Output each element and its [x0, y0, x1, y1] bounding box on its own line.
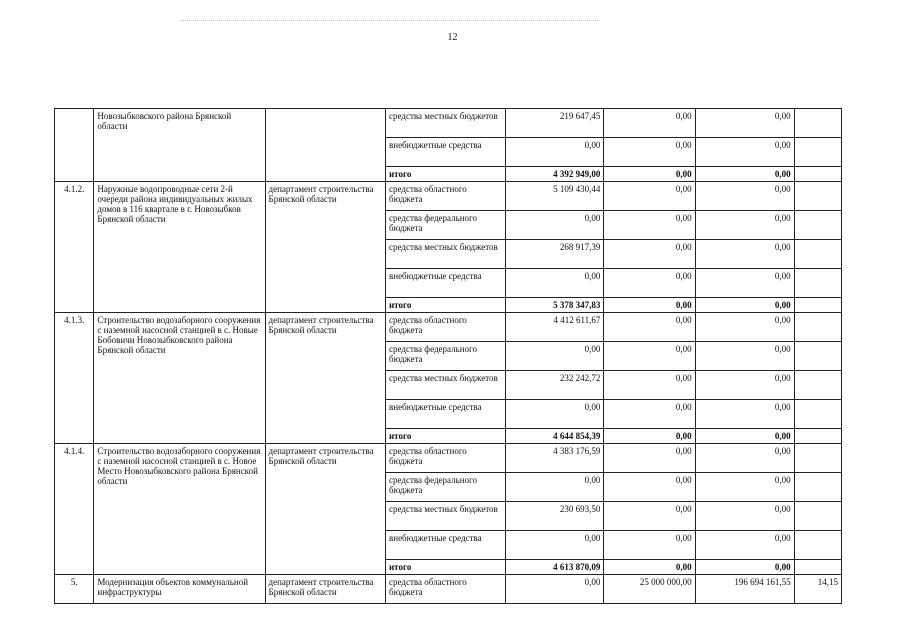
amount-extra [794, 182, 841, 211]
amount-year-1: 219 647,45 [506, 109, 604, 138]
amount-year-2: 0,00 [604, 298, 695, 313]
amount-year-3: 0,00 [695, 167, 794, 182]
funding-source: средства местных бюджетов [386, 502, 506, 531]
funding-source: средства федерального бюджета [386, 342, 506, 371]
amount-year-2: 0,00 [604, 400, 695, 429]
table-row [55, 182, 842, 211]
funding-source: средства областного бюджета [386, 444, 506, 473]
scan-artifact [180, 20, 600, 23]
amount-year-2: 0,00 [604, 444, 695, 473]
amount-extra [794, 298, 841, 313]
amount-year-3: 0,00 [695, 211, 794, 240]
amount-year-1: 5 378 347,83 [506, 298, 604, 313]
amount-year-3: 0,00 [695, 138, 794, 167]
amount-year-3: 0,00 [695, 429, 794, 444]
amount-extra [794, 560, 841, 575]
amount-year-2: 0,00 [604, 371, 695, 400]
amount-year-2: 0,00 [604, 342, 695, 371]
funding-source: итого [386, 167, 506, 182]
amount-extra [794, 473, 841, 502]
amount-year-2: 25 000 000,00 [604, 575, 695, 604]
funding-source: средства областного бюджета [386, 182, 506, 211]
amount-year-1: 0,00 [506, 400, 604, 429]
item-number: 4.1.4. [55, 444, 94, 575]
amount-year-1: 230 693,50 [506, 502, 604, 531]
amount-year-2: 0,00 [604, 560, 695, 575]
amount-extra [794, 444, 841, 473]
amount-year-1: 5 109 430,44 [506, 182, 604, 211]
amount-year-1: 4 613 870,09 [506, 560, 604, 575]
amount-year-1: 232 242,72 [506, 371, 604, 400]
amount-year-2: 0,00 [604, 138, 695, 167]
amount-year-1: 0,00 [506, 531, 604, 560]
amount-extra [794, 313, 841, 342]
amount-year-1: 4 412 611,67 [506, 313, 604, 342]
funding-source: внебюджетные средства [386, 400, 506, 429]
amount-extra [794, 167, 841, 182]
item-executor: департамент строительства Брянской области [265, 575, 385, 604]
amount-year-3: 0,00 [695, 502, 794, 531]
amount-extra [794, 429, 841, 444]
funding-source: средства федерального бюджета [386, 473, 506, 502]
amount-year-2: 0,00 [604, 109, 695, 138]
item-number: 4.1.2. [55, 182, 94, 313]
amount-year-3: 0,00 [695, 560, 794, 575]
amount-year-2: 0,00 [604, 211, 695, 240]
amount-year-1: 4 644 854,39 [506, 429, 604, 444]
amount-year-2: 0,00 [604, 182, 695, 211]
amount-year-1: 0,00 [506, 473, 604, 502]
item-executor [265, 109, 385, 182]
amount-extra: 14,15 [794, 575, 841, 604]
item-name: Строительство водозаборного сооружения с наземной насосной станцией в с. Новые Бобовичи Новозыбковского района Брянской области [94, 313, 265, 444]
amount-year-3: 0,00 [695, 473, 794, 502]
item-name: Модернизация объектов коммунальной инфраструктуры [94, 575, 265, 604]
amount-year-1: 0,00 [506, 575, 604, 604]
amount-year-1: 4 392 949,00 [506, 167, 604, 182]
amount-year-2: 0,00 [604, 240, 695, 269]
item-number [55, 109, 94, 182]
funding-source: итого [386, 429, 506, 444]
amount-year-1: 4 383 176,59 [506, 444, 604, 473]
funding-source: внебюджетные средства [386, 269, 506, 298]
amount-year-3: 0,00 [695, 531, 794, 560]
amount-year-3: 0,00 [695, 240, 794, 269]
budget-table [54, 108, 842, 604]
amount-extra [794, 342, 841, 371]
funding-source: итого [386, 298, 506, 313]
amount-year-2: 0,00 [604, 167, 695, 182]
amount-year-2: 0,00 [604, 269, 695, 298]
amount-extra [794, 400, 841, 429]
item-executor: департамент строительства Брянской области [265, 182, 385, 313]
amount-year-1: 268 917,39 [506, 240, 604, 269]
amount-extra [794, 240, 841, 269]
funding-source: внебюджетные средства [386, 531, 506, 560]
amount-year-3: 0,00 [695, 400, 794, 429]
item-name: Наружные водопроводные сети 2-й очереди района индивидуальных жилых домов в 116 квартале в г. Новозыбков Брянской области [94, 182, 265, 313]
amount-year-1: 0,00 [506, 269, 604, 298]
amount-year-2: 0,00 [604, 429, 695, 444]
amount-year-3: 0,00 [695, 298, 794, 313]
funding-source: средства местных бюджетов [386, 371, 506, 400]
funding-source: средства областного бюджета [386, 575, 506, 604]
table-row [55, 444, 842, 473]
amount-year-3: 0,00 [695, 371, 794, 400]
table-row [55, 313, 842, 342]
amount-extra [794, 531, 841, 560]
item-number: 5. [55, 575, 94, 604]
funding-source: средства местных бюджетов [386, 240, 506, 269]
funding-source: средства областного бюджета [386, 313, 506, 342]
amount-year-3: 0,00 [695, 109, 794, 138]
item-executor: департамент строительства Брянской области [265, 313, 385, 444]
amount-year-2: 0,00 [604, 313, 695, 342]
amount-year-1: 0,00 [506, 138, 604, 167]
amount-year-2: 0,00 [604, 502, 695, 531]
funding-source: средства местных бюджетов [386, 109, 506, 138]
funding-source: итого [386, 560, 506, 575]
amount-year-2: 0,00 [604, 473, 695, 502]
table-row [55, 575, 842, 604]
amount-year-1: 0,00 [506, 211, 604, 240]
page-number: 12 [447, 32, 458, 43]
amount-extra [794, 109, 841, 138]
amount-extra [794, 371, 841, 400]
funding-source: средства федерального бюджета [386, 211, 506, 240]
amount-year-2: 0,00 [604, 531, 695, 560]
amount-year-3: 196 694 161,55 [695, 575, 794, 604]
item-name: Новозыбковского района Брянской области [94, 109, 265, 182]
amount-extra [794, 211, 841, 240]
amount-year-3: 0,00 [695, 342, 794, 371]
item-name: Строительство водозаборного сооружения с наземной насосной станцией в с. Новое Место Новозыбковского района Брянской области [94, 444, 265, 575]
amount-year-3: 0,00 [695, 444, 794, 473]
item-executor: департамент строительства Брянской области [265, 444, 385, 575]
funding-source: внебюджетные средства [386, 138, 506, 167]
amount-extra [794, 138, 841, 167]
amount-extra [794, 269, 841, 298]
amount-year-3: 0,00 [695, 182, 794, 211]
amount-year-1: 0,00 [506, 342, 604, 371]
amount-year-3: 0,00 [695, 313, 794, 342]
amount-year-3: 0,00 [695, 269, 794, 298]
amount-extra [794, 502, 841, 531]
budget-table-body [55, 109, 842, 604]
item-number: 4.1.3. [55, 313, 94, 444]
table-row [55, 109, 842, 138]
